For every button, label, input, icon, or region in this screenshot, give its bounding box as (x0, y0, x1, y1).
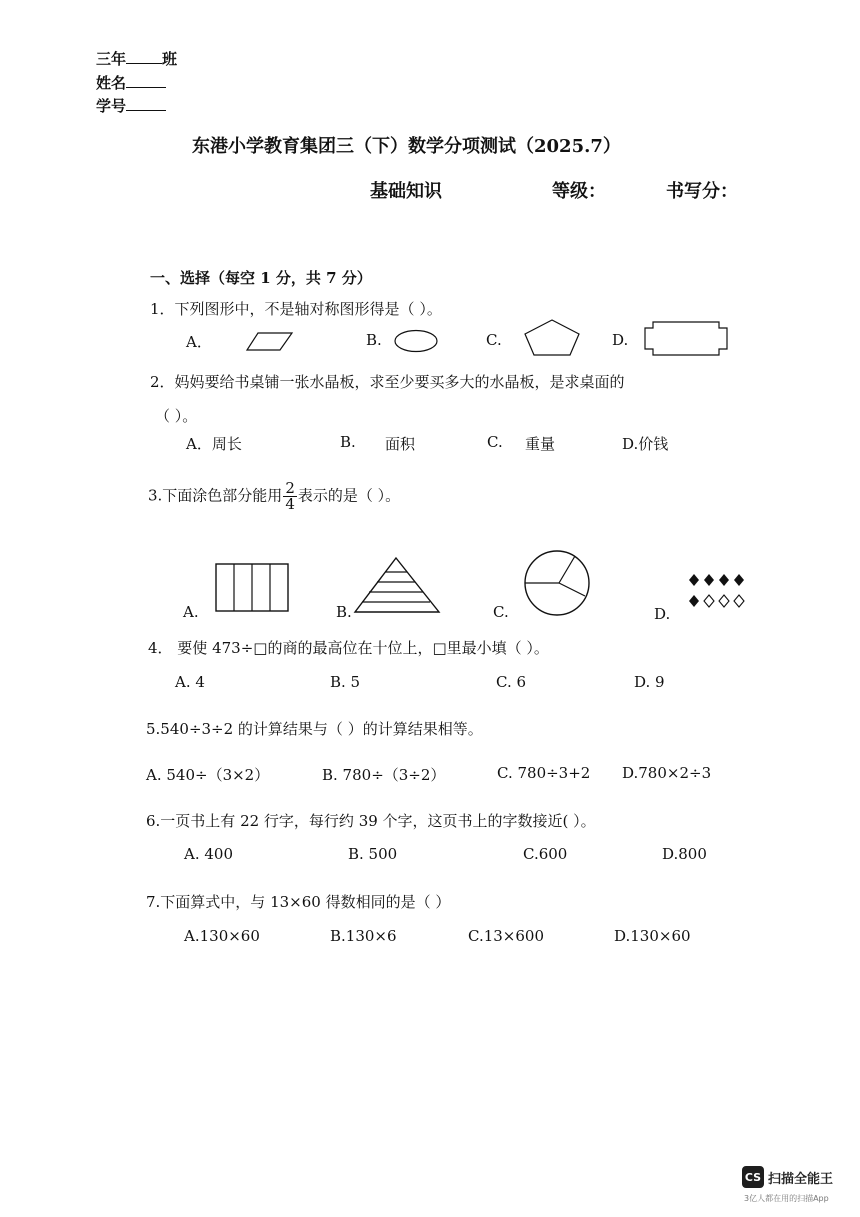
q3-option-b-label: B. (336, 603, 352, 621)
watermark-tagline: 3亿人都在用的扫描App (744, 1194, 829, 1203)
watermark-app-name: 扫描全能王 (768, 1172, 834, 1187)
q2-option-b-text: 面积 (385, 435, 416, 453)
q3-option-a-label: A. (183, 603, 199, 621)
q4-option-a: A. 4 (175, 673, 205, 691)
q1-option-d-label: D. (612, 331, 629, 349)
id-blank (126, 96, 166, 111)
q7-stem: 7.下面算式中，与 13×60 得数相同的是（ ） (146, 893, 451, 911)
camscanner-logo-icon: CS (742, 1166, 764, 1188)
q2-option-b-label: B. (340, 433, 356, 451)
q4-option-b: B. 5 (330, 673, 361, 691)
q5-option-d: D.780×2÷3 (622, 764, 712, 782)
q2-stem: 2．妈妈要给书桌铺一张水晶板，求至少要买多大的水晶板，是求桌面的 (150, 373, 625, 391)
q2-option-d: D.价钱 (622, 435, 669, 453)
notched-rectangle-shape (641, 319, 733, 359)
q1-option-c-label: C. (486, 331, 502, 349)
page-title: 东港小学教育集团三（下）数学分项测试（2025.7） (192, 136, 621, 157)
q4-option-d: D. 9 (634, 673, 665, 691)
subject-label: 基础知识 (370, 181, 442, 202)
q7-option-d: D.130×60 (614, 927, 691, 945)
rectangle-four-parts-figure (214, 562, 292, 614)
student-id-field: 学号 (96, 95, 166, 116)
q1-option-a-label: A． (186, 333, 212, 351)
q7-option-c: C.13×600 (468, 927, 544, 945)
q2-option-a: A．周长 (186, 435, 242, 453)
q5-option-c: C. 780÷3+2 (497, 764, 591, 782)
q4-option-c: C. 6 (496, 673, 527, 691)
q3-option-d-label: D. (654, 605, 671, 623)
q7-option-a: A.130×60 (184, 927, 260, 945)
q4-stem: 4． 要使 473÷□的商的最高位在十位上，□里最小填（ ）。 (148, 639, 549, 657)
pentagon-shape (523, 318, 583, 358)
circle-divided-figure (519, 550, 595, 616)
section-heading: 一、选择（每空 1 分，共 7 分） (150, 269, 372, 287)
q2-option-c-label: C. (487, 433, 503, 451)
q6-option-d: D.800 (662, 845, 707, 863)
diamonds-figure (688, 572, 754, 608)
q6-option-b: B. 500 (348, 845, 398, 863)
class-blank (126, 49, 162, 64)
q1-option-b-label: B. (366, 331, 382, 349)
triangle-striped-figure (353, 556, 443, 616)
q1-stem: 1．下列图形中，不是轴对称图形得是（ ）。 (150, 300, 442, 318)
q6-option-a: A. 400 (184, 845, 233, 863)
q3-stem: 3.下面涂色部分能用 $\frac{2}{4}$ 表示的是（ ）。 (148, 479, 401, 513)
writing-score-label: 书写分： (666, 181, 738, 202)
q5-stem: 5.540÷3÷2 的计算结果与（ ）的计算结果相等。 (146, 720, 483, 738)
class-field: 三年 班 (96, 50, 178, 68)
q5-option-a: A. 540÷（3×2） (146, 766, 270, 784)
q3-option-c-label: C. (493, 603, 509, 621)
grade-label: 等级： (552, 181, 606, 202)
q2-stem-cont: （ ）。 (155, 407, 198, 425)
name-blank (126, 73, 166, 88)
fraction-two-quarters: $\frac{2}{4}$ (285, 479, 295, 513)
name-field: 姓名 (96, 72, 166, 93)
ellipse-shape (393, 329, 441, 355)
q6-stem: 6.一页书上有 22 行字，每行约 39 个字，这页书上的字数接近( ）。 (146, 812, 596, 830)
parallelogram-shape (246, 330, 296, 354)
q6-option-c: C.600 (523, 845, 568, 863)
q2-option-c-text: 重量 (525, 435, 556, 453)
q7-option-b: B.130×6 (330, 927, 397, 945)
q5-option-b: B. 780÷（3÷2） (322, 766, 446, 784)
